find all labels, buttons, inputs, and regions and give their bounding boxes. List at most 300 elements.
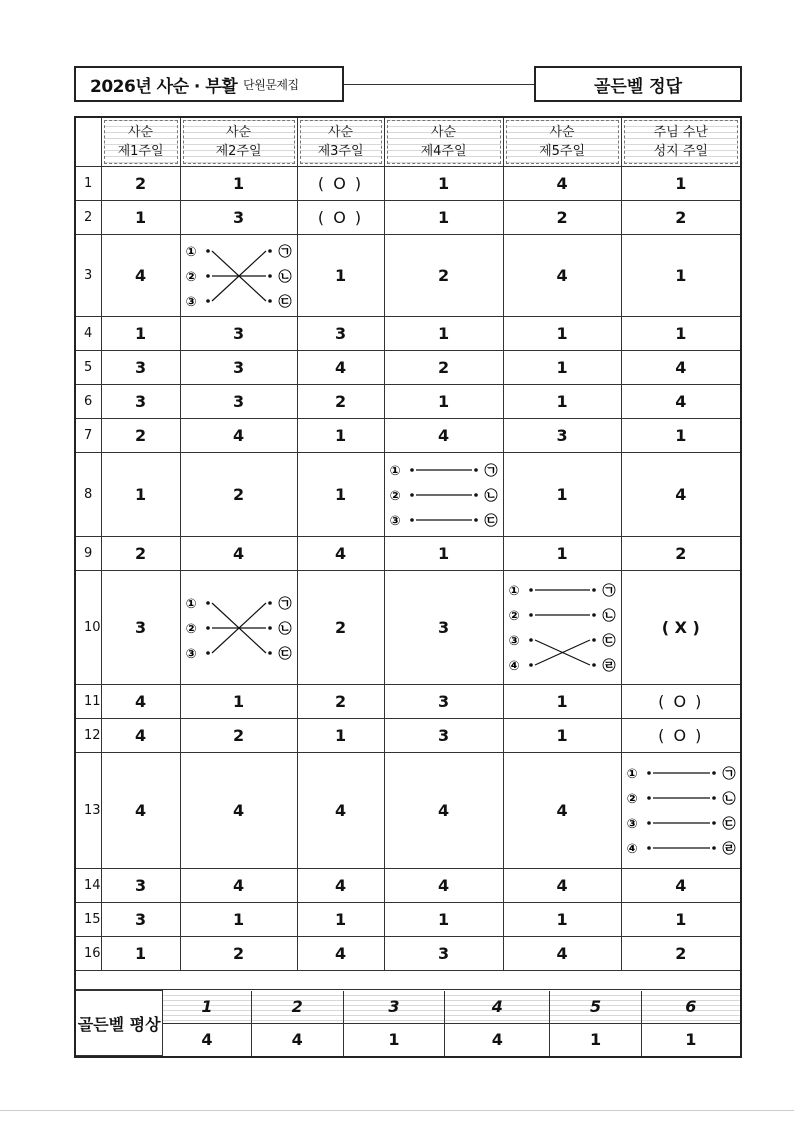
answer-value: 2 [675,944,687,963]
match-left-label: ④ [508,659,520,674]
column-header-line1: 사순 [127,125,154,140]
answer-row [75,571,741,685]
match-dot [206,274,210,278]
match-right-label: ㉢ [722,817,736,832]
answer-value: 1 [556,324,568,343]
answer-cell [180,235,297,317]
answer-cell [101,537,180,571]
summary-value: 1 [343,1023,444,1056]
column-header [101,117,180,167]
answer-cell [180,937,297,971]
answer-row [75,419,741,453]
match-right-label: ㉡ [278,269,292,285]
answer-value: 4 [134,801,147,820]
answer-cell [180,453,297,537]
answer-value: 1 [437,544,450,563]
answer-value: 4 [556,944,568,963]
answer-cell [101,235,180,317]
answer-cell [503,235,621,317]
column-header-line2: 제5주일 [539,144,586,159]
match-right-label: ㉢ [602,634,616,649]
match-dot [712,846,716,850]
match-left-label: ① [185,596,197,612]
match-left-label: ② [508,609,520,624]
answer-value: 1 [334,426,347,445]
answer-value: 4 [675,485,687,504]
answer-row [75,719,741,753]
answer-value: 2 [675,544,687,563]
answer-cell [101,903,180,937]
document-title [74,66,344,102]
answer-cell [180,537,297,571]
answer-cell [621,201,741,235]
summary-header: 3 [343,991,444,1024]
answer-cell [180,351,297,385]
answer-cell [180,685,297,719]
answer-cell [180,903,297,937]
answer-value: 4 [232,801,245,820]
answer-cell [101,351,180,385]
answer-row [75,685,741,719]
answer-value: 2 [437,266,450,285]
answer-cell [621,385,741,419]
answer-row [75,201,741,235]
summary-header: 4 [445,991,550,1024]
answer-cell [297,937,384,971]
match-dot [592,613,596,617]
match-dot [268,626,272,630]
answer-cell [297,385,384,419]
answer-value: 1 [675,174,687,193]
match-dot [592,588,596,592]
answer-cell [297,317,384,351]
answer-value: 2 [334,692,347,711]
answer-cell [101,719,180,753]
answer-cell [180,719,297,753]
question-number: 14 [75,869,101,903]
answer-value: 3 [437,944,450,963]
answer-value: 3 [134,910,147,929]
answer-value: 4 [437,876,450,895]
title-connector-line [344,84,534,85]
matching-diagram [183,593,294,663]
match-right-label: ㉠ [722,767,736,782]
answer-value: 3 [134,392,147,411]
answer-value: 4 [334,358,347,377]
summary-header: 6 [641,991,740,1024]
answer-value: 2 [556,208,568,227]
match-left-label: ② [626,792,638,807]
answer-value: 2 [334,618,347,637]
answer-value: 1 [232,174,245,193]
question-number: 8 [75,453,101,537]
golden-bell-summary-table [76,990,740,1056]
summary-label: 골든벨 평상 [76,991,163,1056]
answer-value: 4 [675,876,687,895]
match-dot [268,651,272,655]
answer-value: 2 [232,485,245,504]
answer-cell [621,537,741,571]
match-right-label: ㉣ [602,659,616,674]
match-dot [712,821,716,825]
answer-cell [101,453,180,537]
question-number: 7 [75,419,101,453]
answer-value: 4 [675,392,687,411]
answer-cell [384,167,503,201]
match-dot [647,796,651,800]
answer-cell [503,937,621,971]
match-right-label: ㉠ [602,584,616,599]
answer-cell [297,869,384,903]
question-number: 13 [75,753,101,869]
answer-value: 1 [334,910,347,929]
summary-value: 4 [445,1023,550,1056]
match-left-label: ② [389,488,401,504]
answer-cell [503,719,621,753]
answer-table [74,116,742,1058]
answer-value: 2 [134,426,147,445]
answer-value: 4 [675,358,687,377]
answer-value: 2 [675,208,687,227]
question-number: 11 [75,685,101,719]
answer-value: 4 [334,876,347,895]
answer-value: 1 [556,692,568,711]
answer-cell [384,385,503,419]
match-right-label: ㉣ [722,842,736,857]
summary-container [75,990,741,1058]
question-number: 10 [75,571,101,685]
answer-value: 1 [437,174,450,193]
answer-cell [384,317,503,351]
column-header-row [75,117,741,167]
question-number: 12 [75,719,101,753]
answer-cell [621,235,741,317]
matching-diagram [387,460,500,530]
answer-value: 4 [134,266,147,285]
answer-cell [297,201,384,235]
answer-cell [384,937,503,971]
title-sub: 단원문제집 [243,77,299,92]
question-number: 4 [75,317,101,351]
answer-cell [503,385,621,419]
answer-cell [384,201,503,235]
match-dot [206,626,210,630]
answer-cell [297,235,384,317]
match-left-label: ① [626,767,638,782]
column-header-line1: 사순 [327,125,354,140]
matching-diagram [624,763,738,858]
answer-cell [384,537,503,571]
answer-cell [503,537,621,571]
answer-cell [384,719,503,753]
answer-value: 1 [675,266,687,285]
answer-value: 1 [556,544,568,563]
match-right-label: ㉡ [602,609,616,624]
match-dot [647,821,651,825]
match-left-label: ① [185,244,197,260]
answer-cell [621,317,741,351]
question-number: 5 [75,351,101,385]
answer-cell [297,753,384,869]
answer-value: 1 [437,392,450,411]
column-header [621,117,741,167]
answer-cell [621,685,741,719]
answer-value: 4 [334,801,347,820]
answer-value: 2 [334,392,347,411]
answer-value: 4 [134,726,147,745]
answer-value: 4 [556,801,568,820]
answer-value: 2 [232,726,245,745]
question-number: 9 [75,537,101,571]
answer-row [75,869,741,903]
answer-value: 3 [232,324,245,343]
answer-cell [384,903,503,937]
match-right-label: ㉡ [484,488,498,504]
match-dot [712,771,716,775]
answer-value: ( X ) [661,618,700,637]
spacer-row [75,971,741,990]
answer-value: 2 [437,358,450,377]
match-left-label: ① [508,584,520,599]
match-dot [268,299,272,303]
answer-value: 3 [232,392,245,411]
answer-cell [384,685,503,719]
column-header-line2: 성지 주일 [653,144,708,159]
answer-value: 1 [334,485,347,504]
answer-cell [384,351,503,385]
answer-value: 1 [232,910,245,929]
answer-row [75,235,741,317]
match-left-label: ② [185,269,197,285]
ox-answer: ( O ) [317,174,364,193]
answer-cell [621,903,741,937]
answer-cell [384,753,503,869]
answer-row [75,317,741,351]
answer-cell [101,385,180,419]
match-dot [592,638,596,642]
column-header-line2: 제3주일 [317,144,364,159]
summary-value: 1 [550,1023,641,1056]
answer-key-label: 골든벨 정답 [534,66,742,102]
answer-value: 1 [675,324,687,343]
answer-row [75,937,741,971]
answer-value: 4 [437,801,450,820]
answer-cell [180,753,297,869]
column-header [180,117,297,167]
answer-value: 3 [556,426,568,445]
answer-row [75,453,741,537]
answer-cell [503,753,621,869]
answer-value: 4 [334,544,347,563]
answer-cell [384,419,503,453]
answer-cell [297,685,384,719]
match-dot [268,249,272,253]
header-corner [75,117,101,167]
match-right-label: ㉢ [278,646,292,662]
column-header-line1: 사순 [430,125,457,140]
answer-value: 3 [134,876,147,895]
spacer-cell [75,971,741,990]
answer-cell [297,453,384,537]
match-left-label: ② [185,621,197,637]
answer-value: 4 [556,876,568,895]
answer-row [75,537,741,571]
answer-value: 3 [437,692,450,711]
question-number: 1 [75,167,101,201]
answer-value: 1 [334,266,347,285]
match-dot [592,663,596,667]
answer-cell [503,685,621,719]
answer-row [75,167,741,201]
column-header-line1: 주님 수난 [653,125,708,140]
answer-cell [621,167,741,201]
ox-answer: ( O ) [658,726,704,745]
answer-cell [297,167,384,201]
answer-value: 1 [675,910,687,929]
answer-cell [101,869,180,903]
answer-cell [621,753,741,869]
match-dot [410,468,414,472]
match-right-label: ㉠ [484,463,498,479]
match-dot [474,493,478,497]
answer-value: 4 [232,426,245,445]
answer-value: 1 [556,358,568,377]
answer-cell [297,571,384,685]
answer-cell [101,167,180,201]
answer-cell [297,351,384,385]
answer-row [75,903,741,937]
answer-value: 3 [437,618,450,637]
column-header-line1: 사순 [549,125,575,140]
column-header-line2: 제4주일 [420,144,467,159]
answer-value: 4 [556,174,568,193]
answer-value: 3 [232,358,245,377]
match-left-label: ③ [185,646,197,662]
answer-cell [503,167,621,201]
match-dot [647,771,651,775]
match-left-label: ③ [508,634,520,649]
answer-value: 1 [675,426,687,445]
summary-value: 1 [641,1023,740,1056]
match-dot [474,468,478,472]
summary-header: 5 [550,991,641,1024]
answer-cell [621,419,741,453]
column-header-line1: 사순 [225,125,252,140]
answer-value: 1 [437,208,450,227]
match-left-label: ③ [185,294,197,310]
answer-cell [503,903,621,937]
answer-cell [621,571,741,685]
match-right-label: ㉠ [278,596,292,612]
answer-value: 1 [134,485,147,504]
match-left-label: ③ [626,817,638,832]
match-dot [647,846,651,850]
answer-value: 1 [334,726,347,745]
answer-cell [101,201,180,235]
column-header [297,117,384,167]
answer-value: 1 [134,944,147,963]
answer-cell [503,201,621,235]
answer-row [75,351,741,385]
column-header-line2: 제2주일 [215,144,262,159]
summary-row [75,990,741,1058]
answer-cell [297,537,384,571]
match-dot [529,663,533,667]
match-left-label: ① [389,463,401,479]
answer-value: 3 [232,208,245,227]
answer-cell [180,571,297,685]
answer-value: 3 [134,358,147,377]
title-main: 2026년 사순 · 부활 [90,76,238,97]
answer-cell [621,937,741,971]
answer-value: 4 [334,944,347,963]
answer-cell [180,419,297,453]
answer-row [75,385,741,419]
answer-cell [503,571,621,685]
page-bottom-rule [0,1110,794,1111]
match-right-label: ㉢ [278,294,292,310]
match-dot [410,518,414,522]
answer-cell [384,235,503,317]
matching-diagram [183,241,294,311]
answer-cell [621,719,741,753]
answer-value: 3 [334,324,347,343]
answer-value: 4 [437,426,450,445]
answer-cell [503,317,621,351]
question-number: 6 [75,385,101,419]
answer-cell [297,903,384,937]
answer-cell [101,571,180,685]
match-right-label: ㉡ [722,792,736,807]
match-right-label: ㉡ [278,621,292,637]
answer-cell [180,869,297,903]
answer-cell [180,317,297,351]
match-dot [529,638,533,642]
answer-value: 1 [556,392,568,411]
match-dot [529,588,533,592]
ox-answer: ( O ) [317,208,364,227]
answer-cell [180,167,297,201]
answer-cell [180,385,297,419]
question-number: 2 [75,201,101,235]
answer-cell [297,719,384,753]
answer-value: 4 [232,876,245,895]
answer-value: 1 [556,485,568,504]
answer-value: 1 [134,208,147,227]
answer-cell [384,869,503,903]
question-number: 3 [75,235,101,317]
matching-diagram [506,580,618,675]
answer-value: 4 [232,544,245,563]
match-dot [410,493,414,497]
summary-header: 2 [251,991,343,1024]
answer-value: 2 [134,174,147,193]
answer-cell [384,571,503,685]
answer-value: 1 [437,324,450,343]
match-left-label: ④ [626,842,638,857]
match-dot [268,601,272,605]
match-dot [206,249,210,253]
answer-cell [621,453,741,537]
answer-value: 2 [134,544,147,563]
answer-cell [384,453,503,537]
answer-cell [180,201,297,235]
answer-cell [621,869,741,903]
answer-value: 1 [437,910,450,929]
answer-cell [297,419,384,453]
match-right-label: ㉢ [484,513,498,529]
answer-value: 3 [134,618,147,637]
